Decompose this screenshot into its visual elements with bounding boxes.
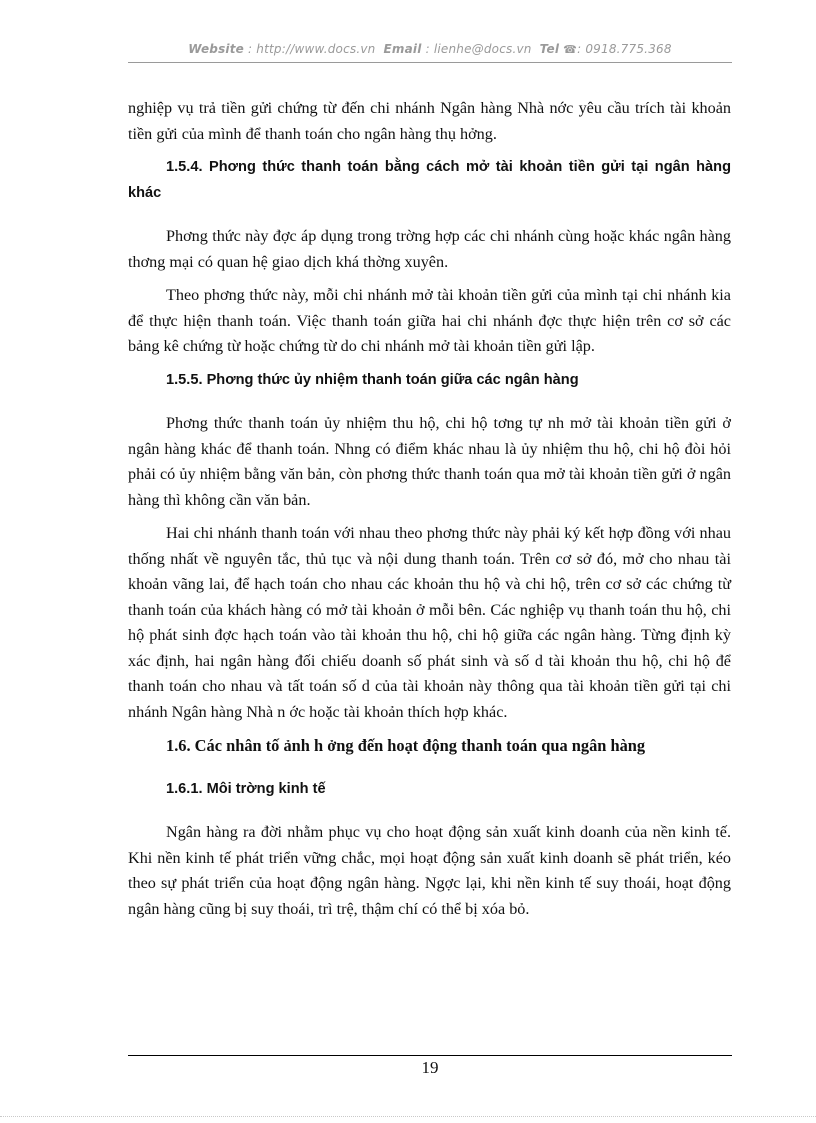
page-number: 19 — [421, 1058, 439, 1077]
header-divider — [128, 62, 732, 63]
heading-1-5-5: 1.5.5. Phơng thức ủy nhiệm thanh toán giữa các ngân hàng — [166, 371, 579, 388]
page-body — [128, 96, 731, 930]
paragraph-6: Ngân hàng ra đời nhằm phục vụ cho hoạt động sản xuất kinh doanh của nền kinh tế. Khi nền kinh tế phát triển vững chắc, mọi hoạt động sản xuất kinh doanh sẽ phát triển, kéo theo sự phát triển của hoạt động ngân hàng. Ngợc lại, khi nền kinh tế suy thoái, hoạt động ngân hàng cũng bị suy thoái, trì trệ, thậm chí có thể bị xóa bỏ. — [128, 823, 731, 918]
phone-icon: ☎ — [563, 43, 578, 56]
footer-divider — [128, 1055, 732, 1056]
paragraph-1: nghiệp vụ trả tiền gửi chứng từ đến chi nhánh Ngân hàng Nhà nớc yêu cầu trích tài khoản tiền gửi của mình để thanh toán cho ngân hàng thụ hởng. — [128, 99, 731, 143]
tel-label: Tel — [539, 42, 560, 56]
paragraph-2: Phơng thức này đợc áp dụng trong trờng hợp các chi nhánh cùng hoặc khác ngân hàng thơng mại có quan hệ giao dịch khá thờng xuyên. — [128, 227, 731, 271]
email-label: Email — [383, 42, 422, 56]
paragraph-4: Phơng thức thanh toán ủy nhiệm thu hộ, chi hộ tơng tự nh mở tài khoản tiền gửi ở ngân hàng khác để thanh toán. Nhng có điểm khác nhau là ủy nhiệm thu hộ, chi hộ đòi hỏi phải có ủy nhiệm bằng văn bản, còn phơng thức thanh toán qua mở tài khoản tiền gửi ở ngân hàng thì không cần văn bản. — [128, 414, 731, 509]
page-bottom-border — [0, 1116, 816, 1117]
heading-1-6: 1.6. Các nhân tố ảnh h ởng đến hoạt động thanh toán qua ngân hàng — [166, 736, 646, 755]
heading-1-6-1: 1.6.1. Môi trờng kinh tế — [166, 780, 326, 797]
paragraph-3: Theo phơng thức này, mỗi chi nhánh mở tài khoản tiền gửi của mình tại chi nhánh kia để thực hiện thanh toán. Việc thanh toán giữa hai chi nhánh đợc thực hiện trên cơ sở các bảng kê chứng từ hoặc chứng từ do chi nhánh mở tài khoản tiền gửi lập. — [128, 286, 731, 355]
tel-value: : 0918.775.368 — [577, 42, 672, 56]
paragraph-5: Hai chi nhánh thanh toán với nhau theo phơng thức này phải ký kết hợp đồng với nhau thống nhất về nguyên tắc, thủ tục và nội dung thanh toán. Trên cơ sở đó, mở cho nhau tài khoản vãng lai, để hạch toán cho nhau các khoản thu hộ và chi hộ, trên cơ sở các chứng từ thanh toán của khách hàng có mở tài khoản ở mỗi bên. Các nghiệp vụ thanh toán thu hộ, chi hộ phát sinh đợc hạch toán vào tài khoản thu hộ, chi hộ giữa các ngân hàng. Từng định kỳ xác định, hai ngân hàng đối chiếu doanh số phát sinh và số d tài khoản thu hộ, chi hộ để thanh toán cho nhau và tất toán số d của tài khoản này thông qua tài khoản tiền gửi tại chi nhánh Ngân hàng Nhà n ớc hoặc tài khoản thích hợp khác. — [128, 524, 731, 721]
heading-1-5-4: 1.5.4. Phơng thức thanh toán bằng cách mở tài khoản tiền gửi tại ngân hàng khác — [128, 159, 731, 201]
website-label: Website — [188, 42, 245, 56]
website-value: : http://www.docs.vn — [248, 42, 376, 56]
email-value: : lienhe@docs.vn — [425, 42, 532, 56]
page-header — [128, 42, 732, 56]
